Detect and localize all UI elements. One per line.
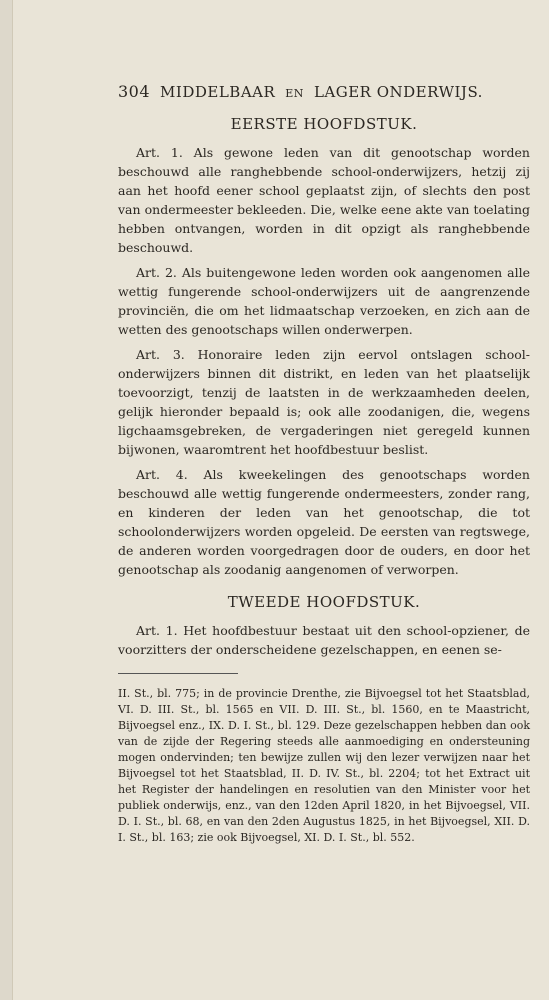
article-paragraph: Art. 2. Als buitengewone leden worden ook aangenomen alle wettig fungerende school-onderwijzers uit de aangrenzende provinciën, die om het lidmaatschap verzoeken, en zich aan de wetten des genootschaps willen onderwerpen.: [118, 265, 530, 337]
article-paragraph: Art. 1. Het hoofdbestuur bestaat uit den school-opziener, de voorzitters der onderscheidene gezelschappen, en eenen se-: [118, 623, 530, 657]
article-paragraph: Art. 3. Honoraire leden zijn eervol ontslagen school-onderwijzers binnen dit distrikt, en leden van het plaatselijk toevoorzigt, tenzij de laatsten in de werkzaamheden deelen, gelijk hieronder bepaald is; ook alle zoodanigen, die, wegens ligchaamsgebreken, de vergaderingen niet geregeld kunnen bijwonen, waaromtrent het hoofdbestuur beslist.: [118, 347, 530, 457]
footnote-divider: [118, 673, 238, 674]
page-content: [118, 82, 530, 846]
running-title-mid: EN: [285, 87, 304, 100]
running-title-left: MIDDELBAAR: [160, 83, 276, 101]
article-paragraph: Art. 1. Als gewone leden van dit genootschap worden beschouwd alle ranghebbende school-onderwijzers, hetzij zij aan het hoofd eener school geplaatst zijn, of slechts den post van ondermeester bekleeden. Die, welke eene akte van toelating hebben ontvangen, worden in dit opzigt als ranghebbende beschouwd.: [118, 145, 530, 255]
article-paragraph: Art. 4. Als kweekelingen des genootschaps worden beschouwd alle wettig fungerende ondermeesters, zonder rang, en kinderen der leden van het genootschap, die tot schoolonderwijzers worden opgeleid. De eersten van regtswege, de anderen worden voorgedragen door de ouders, en door het genootschap als zoodanig aangenomen of verworpen.: [118, 467, 530, 577]
chapter-2: [118, 593, 530, 659]
page-number: 304: [118, 82, 151, 101]
book-page: [12, 0, 549, 1000]
footnote: II. St., bl. 775; in de provincie Drenthe, zie Bijvoegsel tot het Staatsblad, VI. D. III. St., bl. 1565 en VII. D. III. St., bl. 1560, en te Maastricht, Bijvoegsel enz., IX. D. I. St., bl. 129. Deze gezelschappen hebben dan ook van de zijde der Regering steeds alle aanmoediging en ondersteuning mogen ondervinden; ten bewijze zullen wij den lezer verwijzen naar het Bijvoegsel tot het Staatsblad, II. D. IV. St., bl. 2204; tot het Extract uit het Register der handelingen en resolutien van den Minister voor het publiek onderwijs, enz., van den 12den April 1820, in het Bijvoegsel, VII. D. I. St., bl. 68, en van den 2den Augustus 1825, in het Bijvoegsel, XII. D. I. St., bl. 163; zie ook Bijvoegsel, XI. D. I. St., bl. 552.: [118, 687, 530, 844]
running-title-right: LAGER ONDERWIJS.: [313, 83, 483, 101]
running-head: [118, 82, 530, 101]
chapter-heading-1: EERSTE HOOFDSTUK.: [230, 115, 418, 133]
chapter-heading-2: TWEEDE HOOFDSTUK.: [227, 593, 421, 611]
